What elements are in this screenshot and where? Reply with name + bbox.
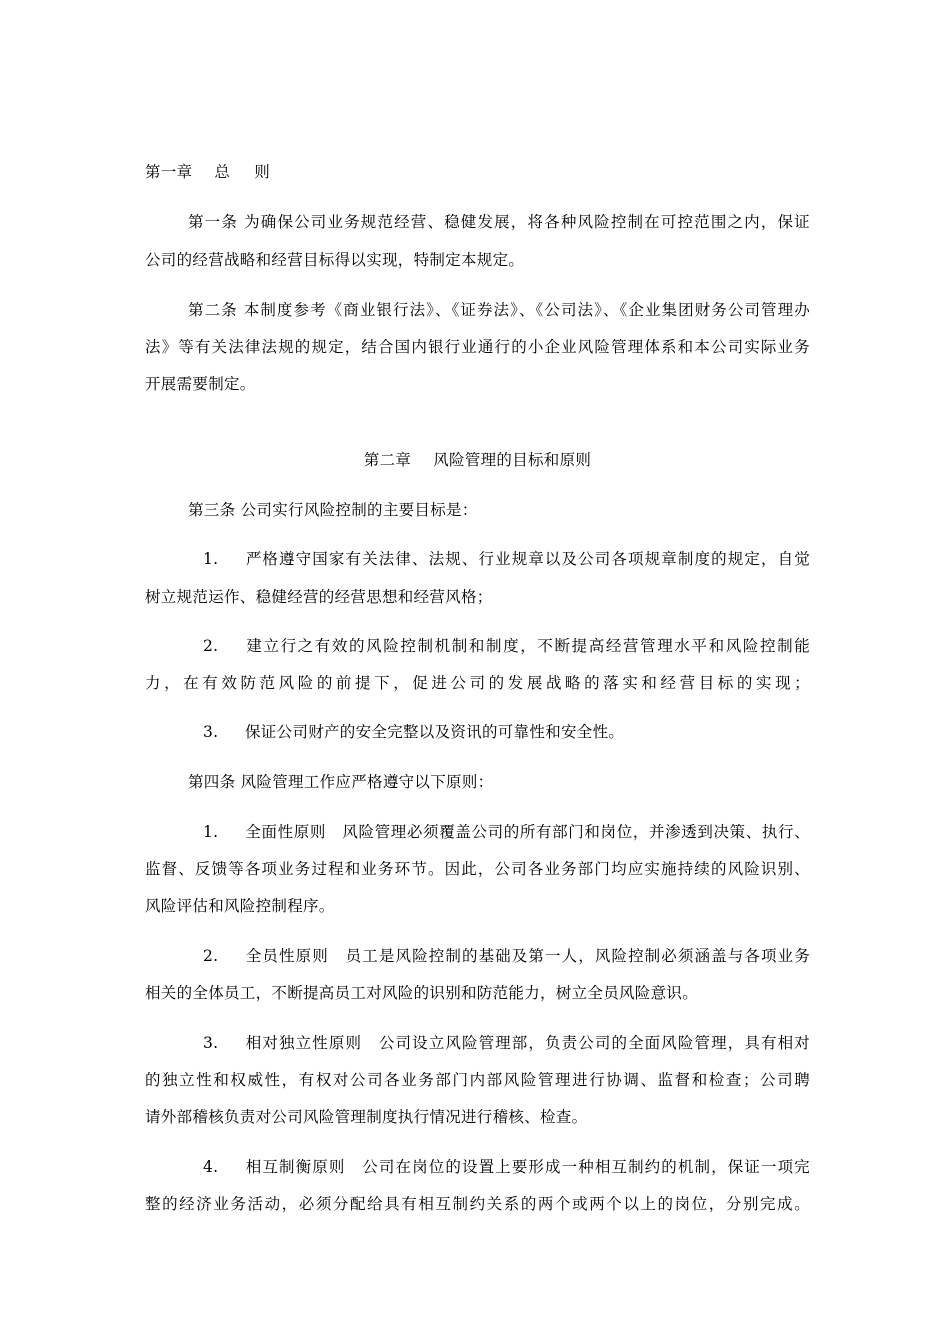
principle-name: 相互制衡原则 [245,1158,346,1176]
item-text: 保证公司财产的安全完整以及资讯的可靠性和安全性。 [245,723,625,741]
item-text: 公司在岗位的设置上要形成一种相互制约的机制，保证一项完 [361,1158,810,1176]
article-4-item-4-line-1 [145,1157,810,1177]
chapter-heading-1 [145,162,810,182]
chapter-title: 风险管理的目标和原则 [433,451,592,469]
article-1-line-2: 公司的经营战略和经营目标得以实现，特制定本规定。 [145,251,525,269]
article-3-item-3-line-1 [145,722,810,742]
chapter-label: 第二章 [363,451,412,469]
article-3-item-1-line-2: 树立规范运作、稳健经营的经营思想和经营风格； [145,588,493,606]
principle-name: 全面性原则 [245,823,327,841]
article-3-item-2-line-1 [145,636,810,656]
item-number: 2. [203,947,219,965]
item-text: 风险管理必须覆盖公司的所有部门和岗位，并渗透到决策、执行、 [342,823,810,841]
article-3-intro: 第三条 公司实行风险控制的主要目标是： [188,501,478,519]
article-2-line-2: 法》等有关法律法规的规定，结合国内银行业通行的小企业风险管理体系和本公司实际业务 [145,338,810,356]
article-4-item-4-line-2: 整的经济业务活动，必须分配给具有相互制约关系的两个或两个以上的岗位，分别完成。 [145,1195,810,1213]
principle-name: 相对独立性原则 [245,1034,363,1052]
article-4-item-3-line-2: 的独立性和权威性，有权对公司各业务部门内部风险管理进行协调、监督和检查；公司聘 [145,1071,810,1089]
chapter-heading-2 [145,450,810,470]
chapter-title-part1: 总 [214,163,231,181]
article-4-item-1-line-3: 风险评估和风险控制程序。 [145,897,335,915]
item-number: 1. [203,550,219,568]
article-4-item-2-line-1 [145,946,810,966]
article-3-item-2-line-2: 力，在有效防范风险的前提下，促进公司的发展战略的落实和经营目标的实现； [145,674,810,692]
chapter-title-part2: 则 [254,163,271,181]
article-4-item-1-line-1 [145,822,810,842]
article-4-intro: 第四条 风险管理工作应严格遵守以下原则： [188,773,494,791]
article-4-item-3-line-1 [145,1033,810,1053]
article-2-line-1: 第二条 本制度参考《商业银行法》、《证券法》、《公司法》、《企业集团财务公司管理办 [188,301,810,319]
item-number: 2. [203,637,219,655]
article-3-item-1-line-1 [145,549,810,569]
item-text: 员工是风险控制的基础及第一人，风险控制必须涵盖与各项业务 [344,947,810,965]
item-number: 1. [203,823,219,841]
article-2-line-3: 开展需要制定。 [145,375,256,393]
article-1-line-1: 第一条 为确保公司业务规范经营、稳健发展，将各种风险控制在可控范围之内，保证 [188,213,810,231]
article-4-item-1-line-2: 监督、反馈等各项业务过程和业务环节。因此，公司各业务部门均应实施持续的风险识别、 [145,860,810,878]
chapter-label: 第一章 [145,163,193,181]
item-text: 公司设立风险管理部，负责公司的全面风险管理，具有相对 [378,1034,810,1052]
item-text: 建立行之有效的风险控制机制和制度，不断提高经营管理水平和风险控制能 [245,637,810,655]
item-number: 3. [203,1034,219,1052]
article-4-item-3-line-3: 请外部稽核负责对公司风险管理制度执行情况进行稽核、检查。 [145,1108,588,1126]
item-text: 严格遵守国家有关法律、法规、行业规章以及公司各项规章制度的规定，自觉 [245,550,810,568]
article-4-item-2-line-2: 相关的全体员工，不断提高员工对风险的识别和防范能力，树立全员风险意识。 [145,984,699,1002]
principle-name: 全员性原则 [245,947,329,965]
item-number: 4. [203,1158,219,1176]
item-number: 3. [203,723,219,741]
